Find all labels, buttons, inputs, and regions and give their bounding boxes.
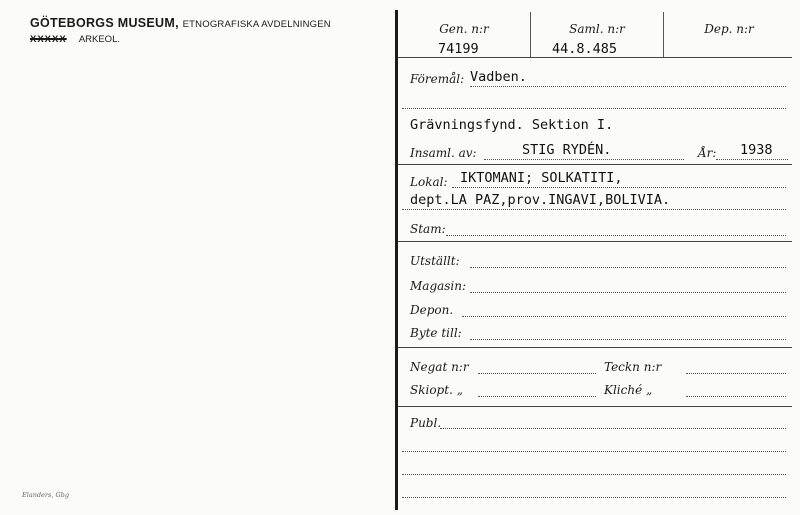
utstallt-label: Utställt: (410, 254, 460, 268)
insaml-label: Insaml. av: (410, 146, 477, 160)
department-name: ETNOGRAFISKA AVDELNINGEN (182, 19, 331, 30)
skiopt-dots (478, 396, 596, 397)
skiopt-label: Skiopt. „ (410, 383, 463, 397)
magasin-dots (470, 292, 786, 293)
museum-header (30, 16, 331, 30)
teckn-dots (686, 373, 786, 374)
stam-label: Stam: (410, 222, 446, 236)
teckn-label: Teckn n:r (604, 360, 662, 374)
byte-dots (470, 339, 786, 340)
lokal-dots-2 (402, 209, 786, 210)
gen-value: 74199 (438, 41, 479, 57)
insaml-value: STIG RYDÉN. (522, 142, 612, 158)
insaml-dots (484, 159, 684, 160)
byte-label: Byte till: (410, 326, 462, 340)
depon-label: Depon. (410, 303, 454, 317)
card-left-border (395, 10, 398, 510)
dep-label: Dep. n:r (704, 22, 754, 36)
saml-value: 44.8.485 (552, 41, 618, 57)
foremal-dots (470, 86, 786, 87)
lokal-value-1: IKTOMANI; SOLKATITI, (460, 170, 623, 186)
lokal-dots (452, 187, 786, 188)
section-name: ARKEOL. (78, 34, 120, 45)
ar-value: 1938 (740, 142, 773, 158)
publ-dots (440, 428, 786, 429)
magasin-label: Magasin: (410, 279, 467, 293)
foremal-label: Föremål: (410, 72, 465, 86)
blank-dots-1 (402, 108, 786, 109)
publ-dots-4 (402, 497, 786, 498)
publ-label: Publ. (410, 416, 442, 430)
printer-mark: Elanders, Gbg (22, 491, 69, 499)
top-box-line (398, 57, 792, 58)
kliche-label: Kliché „ (604, 383, 653, 397)
ar-label: År: (698, 146, 717, 160)
publ-dots-2 (402, 451, 786, 452)
lokal-value-2: dept.LA PAZ,prov.INGAVI,BOLIVIA. (410, 192, 671, 208)
struck-text: XXXXX (30, 34, 67, 45)
section-line-4 (398, 406, 792, 407)
saml-label: Saml. n:r (569, 22, 625, 36)
section-line-3 (398, 347, 792, 348)
foremal-value: Vadben. (470, 69, 527, 85)
section-line-2 (398, 241, 792, 242)
section-line (30, 34, 120, 45)
depon-dots (462, 316, 786, 317)
kliche-dots (686, 396, 786, 397)
lokal-label: Lokal: (410, 175, 448, 189)
negat-label: Negat n:r (410, 360, 469, 374)
stam-dots (446, 235, 786, 236)
note-line: Grävningsfynd. Sektion I. (410, 117, 614, 133)
ar-dots (716, 159, 788, 160)
publ-dots-3 (402, 474, 786, 475)
museum-name: GÖTEBORGS MUSEUM, (30, 16, 179, 30)
negat-dots (478, 373, 596, 374)
utstallt-dots (470, 267, 786, 268)
gen-label: Gen. n:r (439, 22, 489, 36)
section-line-1 (398, 164, 792, 165)
